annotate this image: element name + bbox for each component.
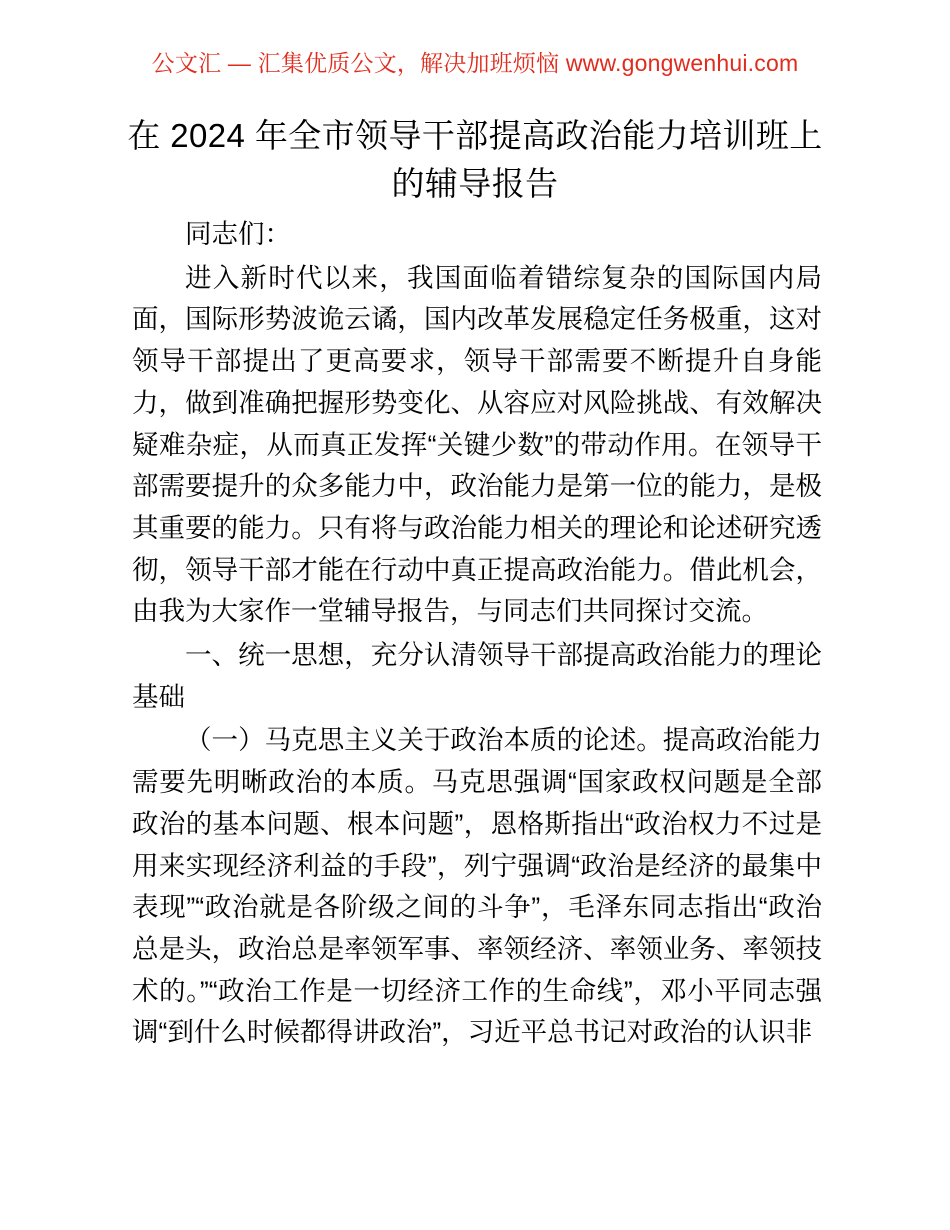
document-title: 在 2024 年全市领导干部提高政治能力培训班上的辅导报告 — [127, 117, 823, 202]
document-body — [132, 214, 822, 1056]
paragraph-salutation: 同志们： — [185, 219, 291, 249]
site-banner — [0, 48, 950, 78]
paragraph-subsection-1-1: （一）马克思主义关于政治本质的论述。提高政治能力需要先明晰政治的本质。马克思强调“国家政权问题是全部政治的基本问题、根本问题”，恩格斯指出“政治权力不过是用来实现经济利益的手段”，列宁强调“政治是经济的最集中表现”“政治就是各阶级之间的斗争”，毛泽东同志指出“政治总是头，政治总是率领军事、率领经济、率领业务、率领技术的。”“政治工作是一切经济工作的生命线”，邓小平同志强调“到什么时候都得讲政治”，习近平总书记对政治的认识非 — [132, 725, 822, 1048]
section-heading-1: 一、统一思想，充分认清领导干部提高政治能力的理论基础 — [132, 640, 822, 712]
paragraph-opening: 进入新时代以来，我国面临着错综复杂的国际国内局面，国际形势波诡云谲，国内改革发展稳定任务极重，这对领导干部提出了更高要求，领导干部需要不断提升自身能力，做到准确把握形势变化、从容应对风险挑战、有效解决疑难杂症，从而真正发挥“关键少数”的带动作用。在领导干部需要提升的众多能力中，政治能力是第一位的能力，是极其重要的能力。只有将与政治能力相关的理论和论述研究透彻，领导干部才能在行动中真正提高政治能力。借此机会，由我为大家作一堂辅导报告，与同志们共同探讨交流。 — [132, 262, 822, 627]
site-banner-slogan: 公文汇 — 汇集优质公文，解决加班烦恼 — [151, 50, 560, 76]
site-banner-url: www.gongwenhui.com — [565, 50, 799, 76]
